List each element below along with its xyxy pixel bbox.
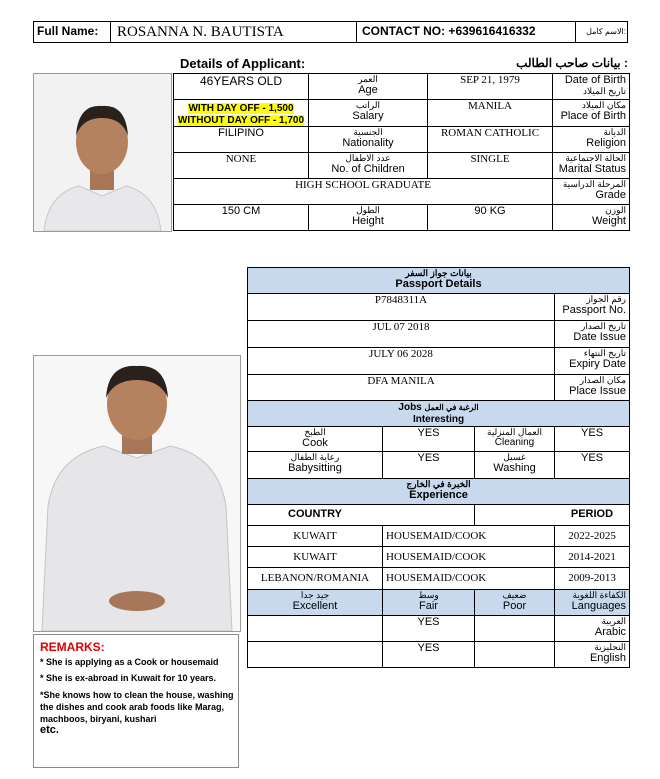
babysitting-label: Babysitting: [288, 462, 342, 474]
washing-value: YES: [555, 452, 630, 479]
experience-col-period: PERIOD: [475, 505, 630, 526]
remarks-line-3: *She knows how to clean the house, washing the dishes and cook arab foods like Marag, machboos, biryani, kushari: [40, 690, 234, 724]
cleaning-value: YES: [555, 427, 630, 452]
remarks-title: REMARKS:: [40, 640, 105, 654]
washing-label-arabic: غسيل: [503, 452, 526, 462]
passport-number-label-arabic: رقم الجواز: [586, 294, 627, 304]
divider: [356, 21, 357, 43]
cleaning-label: Cleaning: [494, 437, 535, 448]
place-issue-label: Place Issue: [569, 385, 627, 397]
religion-label: Religion: [586, 137, 626, 149]
english-label: English: [589, 652, 627, 664]
grade-label: Grade: [595, 189, 626, 201]
experience-period: 2009-2013: [555, 568, 630, 590]
excellent-label: Excellent: [292, 600, 338, 612]
grade-value: HIGH SCHOOL GRADUATE: [174, 179, 553, 205]
excellent-label-arabic: جيد جدا: [300, 590, 330, 600]
religion-value: ROMAN CATHOLIC: [428, 127, 553, 153]
experience-row: [248, 526, 630, 547]
nationality-value: FILIPINO: [174, 127, 309, 153]
nationality-label: Nationality: [342, 137, 394, 149]
english-fair-value: YES: [383, 642, 475, 668]
arabic-label: Arabic: [594, 626, 627, 638]
cook-value: YES: [383, 427, 475, 452]
jobs-title-arabic: الرغبة في العمل: [424, 403, 479, 412]
age-label-arabic: العمر: [358, 74, 378, 84]
experience-col-country: COUNTRY: [248, 505, 475, 526]
details-title: Details of Applicant:: [180, 56, 306, 71]
age-value: 46YEARS OLD: [174, 74, 309, 100]
full-name-value: ROSANNA N. BAUTISTA: [117, 24, 284, 40]
languages-label-arabic: الكفاءة اللغوية: [572, 590, 627, 600]
remarks-line-2: * She is ex-abroad in Kuwait for 10 years.: [40, 673, 217, 683]
issue-date-label: Date Issue: [573, 331, 627, 343]
full-name-label: Full Name:: [37, 24, 99, 38]
weight-label-arabic: الوزن: [605, 205, 626, 215]
experience-country: KUWAIT: [248, 526, 383, 547]
issue-date-label-arabic: تاريخ الصدار: [580, 321, 627, 331]
expiry-date-value: JULY 06 2028: [248, 348, 555, 375]
passport-table: [247, 267, 630, 402]
jobs-title: Jobs: [398, 402, 422, 413]
salary-with-day-off: WITH DAY OFF - 1,500: [188, 103, 294, 114]
experience-period: 2014-2021: [555, 547, 630, 568]
experience-title-arabic: الخبرة في الخارج: [406, 479, 471, 489]
experience-period: 2022-2025: [555, 526, 630, 547]
place-issue-label-arabic: مكان الصدار: [579, 375, 627, 385]
divider: [575, 21, 576, 43]
details-title-arabic: بيانات صاحب الطالب :: [516, 56, 628, 70]
weight-label: Weight: [591, 215, 626, 227]
issue-date-value: JUL 07 2018: [248, 321, 555, 348]
dob-label-arabic: تاريخ الميلاد: [583, 86, 626, 96]
salary-label: Salary: [352, 110, 384, 122]
cook-label: Cook: [302, 437, 328, 449]
washing-label: Washing: [493, 462, 536, 474]
passport-number-label: Passport No.: [562, 304, 627, 316]
dob-value: SEP 21, 1979: [428, 74, 553, 100]
children-label-arabic: عدد الاطفال: [345, 153, 391, 163]
contact-label: CONTACT NO: +639616416332: [362, 24, 536, 38]
jobs-title-interesting: Interesting: [412, 414, 465, 425]
passport-title: Passport Details: [395, 278, 482, 290]
experience-country: KUWAIT: [248, 547, 383, 568]
marital-label-arabic: الحالة الاجتماعية: [565, 153, 626, 163]
marital-label: Marital Status: [558, 163, 626, 175]
poor-label-arabic: ضعيف: [502, 590, 527, 600]
experience-position: HOUSEMAID/COOK: [383, 526, 555, 547]
english-label-arabic: النجليزية: [594, 642, 627, 652]
place-issue-value: DFA MANILA: [248, 375, 555, 402]
languages-label: Languages: [571, 600, 627, 612]
details-table: [173, 73, 630, 231]
fair-label: Fair: [419, 600, 438, 612]
height-label-arabic: الطول: [356, 205, 380, 215]
experience-row: [248, 547, 630, 568]
weight-value: 90 KG: [428, 205, 553, 231]
applicant-photo-headshot: [33, 73, 172, 232]
pob-label-arabic: مكان الميلاد: [581, 100, 626, 110]
name-label-arabic: الاسم كامل:: [586, 27, 626, 36]
arabic-label-arabic: العربية: [601, 616, 627, 626]
remarks-line-1: * She is applying as a Cook or housemaid: [40, 657, 219, 667]
experience-country: LEBANON/ROMANIA: [248, 568, 383, 590]
height-value: 150 CM: [174, 205, 309, 231]
marital-value: SINGLE: [428, 153, 553, 179]
experience-row: [248, 568, 630, 590]
pob-label: Place of Birth: [560, 110, 626, 122]
pob-value: MANILA: [428, 100, 553, 127]
arabic-fair-value: YES: [383, 616, 475, 642]
nationality-label-arabic: الجنسية: [353, 127, 383, 137]
person-headshot-icon: [34, 74, 171, 231]
applicant-photo-full: [33, 355, 241, 632]
poor-label: Poor: [502, 600, 527, 612]
cleaning-label-arabic: العمال المنزلية: [487, 427, 542, 437]
salary-label-arabic: الراتب: [355, 100, 381, 110]
passport-number-value: P7848311A: [248, 294, 555, 321]
passport-title-arabic: بيانات جواز السفر: [405, 268, 472, 278]
person-full-icon: [34, 356, 240, 631]
jobs-experience-table: [247, 400, 630, 668]
children-label: No. of Children: [331, 163, 405, 175]
children-value: NONE: [174, 153, 309, 179]
age-label: Age: [358, 84, 378, 96]
remarks-etc: etc.: [40, 724, 59, 736]
experience-position: HOUSEMAID/COOK: [383, 568, 555, 590]
dob-label: Date of Birth: [564, 74, 626, 86]
divider: [110, 21, 111, 43]
babysitting-label-arabic: رعاية الطفال: [290, 452, 340, 462]
salary-without-day-off: WITHOUT DAY OFF - 1,700: [177, 115, 305, 126]
grade-label-arabic: المرحلة الدراسية: [562, 179, 626, 189]
fair-label-arabic: وسط: [418, 590, 439, 600]
experience-position: HOUSEMAID/COOK: [383, 547, 555, 568]
babysitting-value: YES: [383, 452, 475, 479]
religion-label-arabic: الديانة: [603, 127, 626, 137]
experience-title: Experience: [409, 489, 468, 501]
expiry-date-label: Expiry Date: [569, 358, 627, 370]
expiry-date-label-arabic: تاريخ النتهاء: [583, 348, 627, 358]
cook-label-arabic: الطبخ: [304, 427, 326, 437]
height-label: Height: [352, 215, 384, 227]
